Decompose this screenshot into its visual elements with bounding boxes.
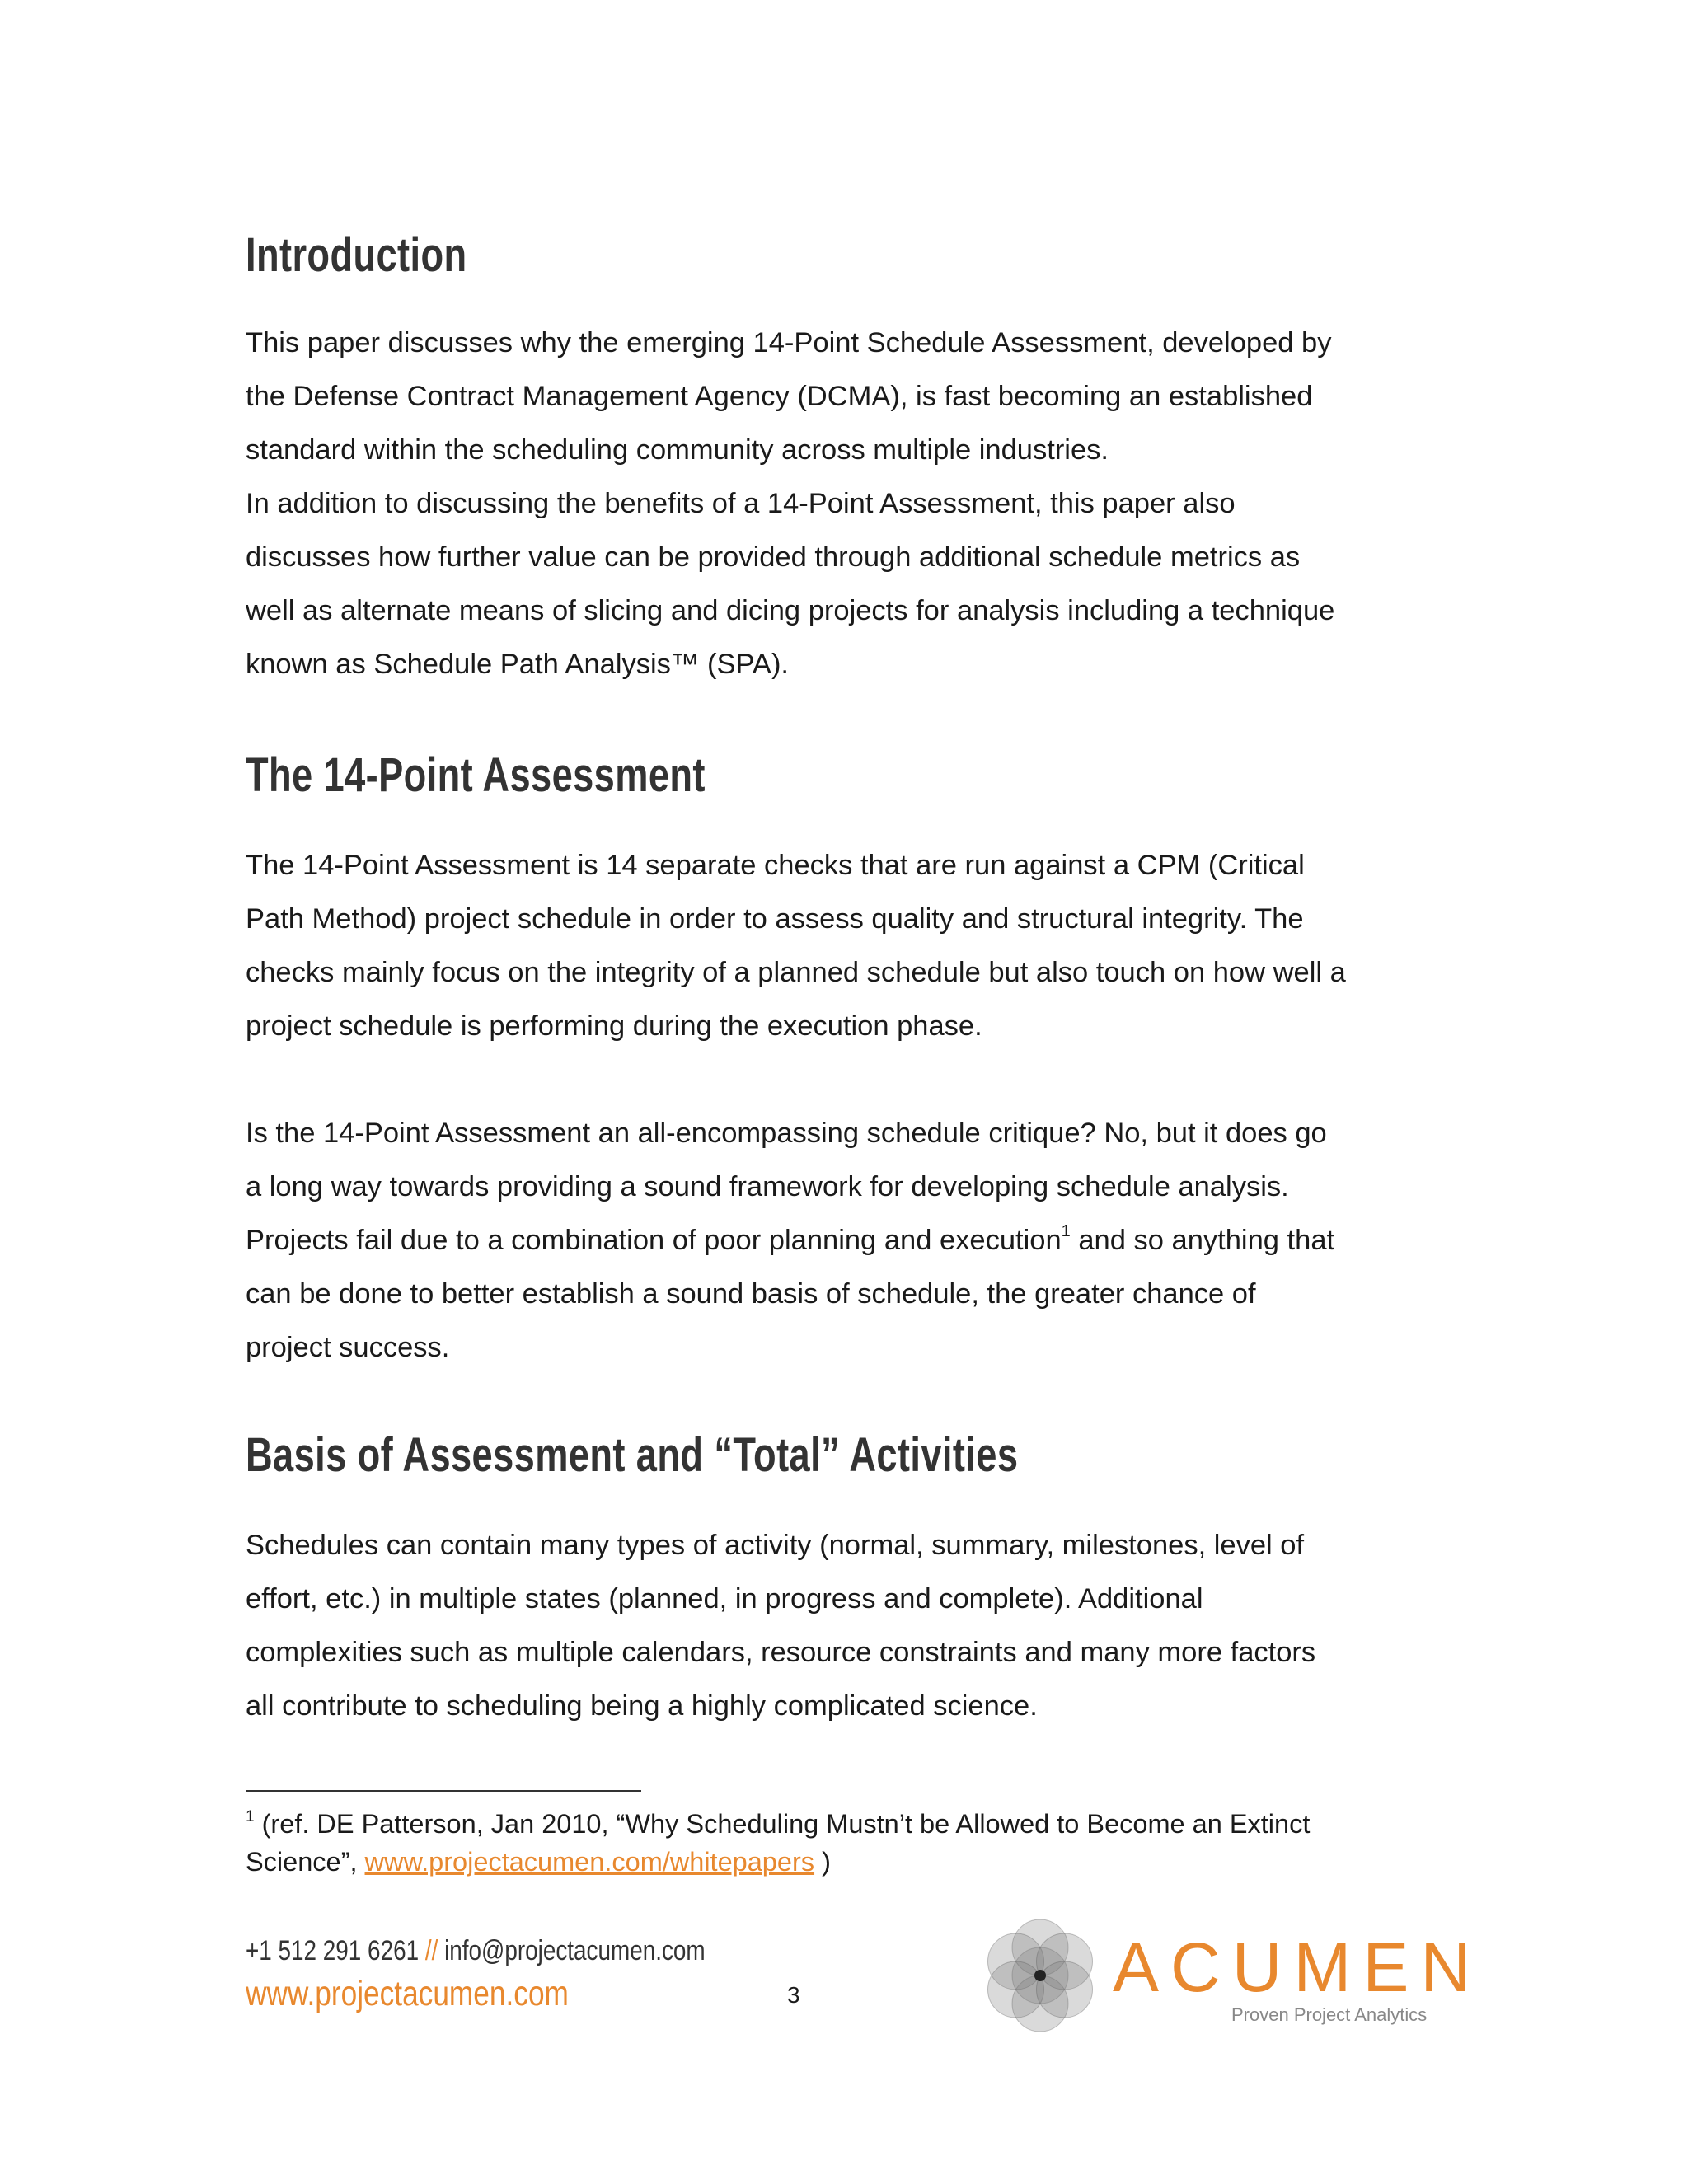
heading-basis-of-assessment: Basis of Assessment and “Total” Activities: [246, 1428, 1019, 1482]
assessment-paragraph-2: [246, 1107, 1449, 1375]
text-line: The 14-Point Assessment is 14 separate checks that are run against a CPM (Critical: [246, 850, 1305, 881]
text-line: all contribute to scheduling being a highly complicated science.: [246, 1690, 1038, 1722]
footer-email[interactable]: info@projectacumen.com: [444, 1935, 706, 1966]
section-14-point-assessment: [246, 747, 1449, 804]
footer-contact: [246, 1935, 706, 1967]
assessment-body-1: [246, 839, 1449, 1053]
assessment-body-2: [246, 1107, 1449, 1375]
whitepapers-link[interactable]: www.projectacumen.com/whitepapers: [364, 1847, 815, 1877]
heading-14-point-assessment: The 14-Point Assessment: [246, 748, 706, 802]
text-line: complexities such as multiple calendars, resource constraints and many more factors: [246, 1637, 1316, 1668]
text-line: known as Schedule Path Analysis™ (SPA).: [246, 649, 790, 680]
footnote-line-1: [246, 1805, 1310, 1843]
text-line: [246, 1214, 1449, 1268]
footnote-reference[interactable]: 1: [1061, 1222, 1071, 1240]
text-line: can be done to better establish a sound basis of schedule, the greater chance of: [246, 1278, 1256, 1310]
text-segment: and so anything that: [1070, 1225, 1335, 1256]
footer-separator: //: [419, 1935, 445, 1966]
text-segment: Science”,: [246, 1847, 365, 1877]
footnote-line-2: [246, 1843, 1310, 1881]
text-line: Is the 14-Point Assessment an all-encompassing schedule critique? No, but it does go: [246, 1118, 1327, 1149]
text-line: Schedules can contain many types of activity (normal, summary, milestones, level of: [246, 1530, 1305, 1561]
text-line: effort, etc.) in multiple states (planned, in progress and complete). Additional: [246, 1583, 1203, 1615]
text-segment: ): [814, 1847, 831, 1877]
text-segment: (ref. DE Patterson, Jan 2010, “Why Scheduling Mustn’t be Allowed to Become an Extinct: [254, 1809, 1311, 1839]
text-line: well as alternate means of slicing and dicing projects for analysis including a technique: [246, 595, 1335, 626]
logo-wordmark: ACUMEN: [1113, 1929, 1483, 2006]
text-line: In addition to discussing the benefits of a 14-Point Assessment, this paper also: [246, 488, 1236, 519]
footnote: [246, 1805, 1310, 1881]
logo-tagline: Proven Project Analytics: [1231, 2004, 1428, 2025]
acumen-logo: [981, 1916, 1483, 2036]
assessment-paragraph-1: [246, 839, 1449, 1053]
text-line: standard within the scheduling community across multiple industries.: [246, 434, 1109, 466]
text-line: discusses how further value can be provided through additional schedule metrics as: [246, 541, 1301, 573]
footer-phone[interactable]: +1 512 291 6261: [246, 1935, 420, 1966]
text-line: This paper discusses why the emerging 14-Point Schedule Assessment, developed by: [246, 327, 1332, 359]
section-basis-of-assessment: [246, 1427, 1449, 1484]
text-line: the Defense Contract Management Agency (DCMA), is fast becoming an established: [246, 381, 1313, 412]
basis-paragraph: [246, 1519, 1449, 1733]
text-line: project schedule is performing during the execution phase.: [246, 1010, 982, 1042]
page-number: 3: [787, 1982, 800, 2008]
footer-website-link[interactable]: www.projectacumen.com: [246, 1974, 569, 2013]
section-introduction: [246, 227, 1449, 284]
text-line: checks mainly focus on the integrity of a planned schedule but also touch on how well a: [246, 957, 1346, 988]
introduction-body: [246, 316, 1449, 691]
footnote-divider: [246, 1790, 641, 1792]
footnote-marker: 1: [246, 1808, 255, 1825]
heading-introduction: Introduction: [246, 228, 467, 282]
text-line: a long way towards providing a sound framework for developing schedule analysis.: [246, 1171, 1289, 1202]
introduction-paragraph: [246, 316, 1449, 691]
text-line: project success.: [246, 1332, 450, 1363]
text-segment: Projects fail due to a combination of poor planning and execution: [246, 1225, 1062, 1256]
flower-of-life-icon: [981, 1916, 1100, 2036]
text-line: Path Method) project schedule in order to assess quality and structural integrity. The: [246, 903, 1304, 935]
basis-body: [246, 1519, 1449, 1733]
